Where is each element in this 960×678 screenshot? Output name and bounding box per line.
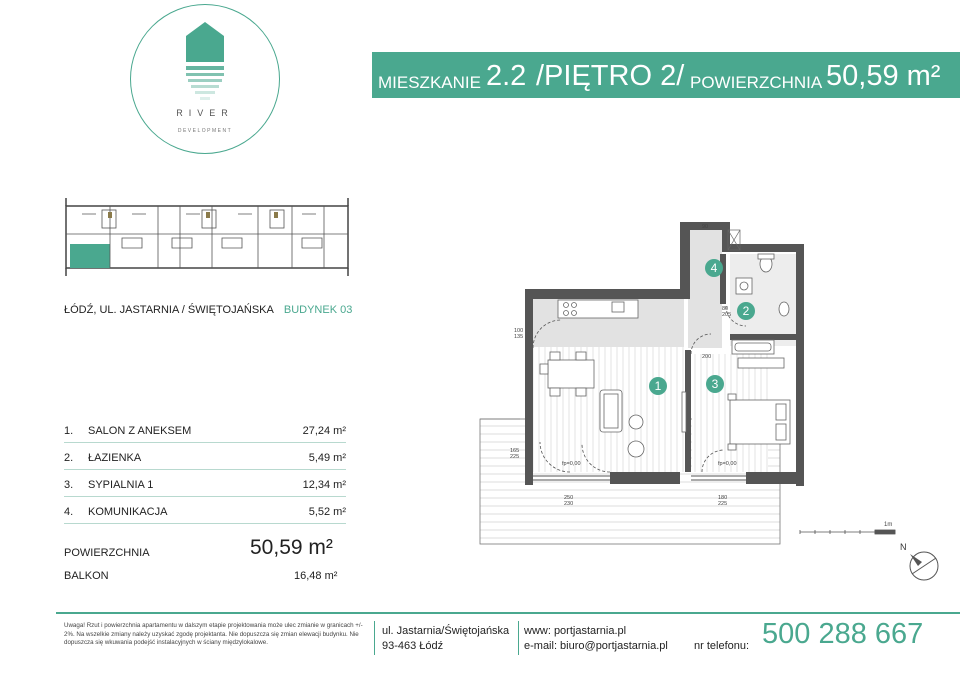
svg-text:205: 205 — [722, 312, 732, 318]
room-number-1: 1 — [654, 379, 662, 393]
room-number-4: 4 — [710, 261, 718, 275]
location-building: BUDYNEK 03 — [283, 304, 353, 316]
room-number-3: 3 — [711, 377, 719, 391]
room-area: 12,34 m² — [302, 479, 346, 491]
svg-text:180: 180 — [718, 495, 728, 501]
location — [64, 304, 352, 316]
north-arrow-icon — [896, 538, 942, 584]
room-area: 27,24 m² — [302, 425, 346, 437]
svg-text:225: 225 — [510, 454, 520, 460]
apartment-banner — [372, 52, 960, 98]
footer-separator — [374, 621, 375, 655]
svg-text:230: 230 — [564, 501, 574, 507]
room-name: SALON Z ANEKSEM — [88, 425, 192, 437]
room-area: 5,49 m² — [308, 452, 346, 464]
footer-www-link[interactable]: www: portjastarnia.pl — [524, 625, 627, 637]
river-logo-icon — [184, 20, 226, 102]
svg-text:100: 100 — [514, 328, 524, 334]
balcony-value: 16,48 m² — [294, 570, 338, 582]
balcony-label: BALKON — [64, 570, 109, 582]
svg-text:80: 80 — [722, 306, 729, 312]
banner-area-label: POWIERZCHNIA — [690, 73, 823, 92]
room-name: SYPIALNIA 1 — [88, 479, 154, 491]
room-name: ŁAZIENKA — [88, 452, 142, 464]
disclaimer: Uwaga! Rzut i powierzchnia apartamentu w dalszym etapie projektowania może ulec zmianie w granicach +/- 2%. Na wszelkie zmiany należy uzyskać zgodę projektanta. Nie dopuszcza się zmian elewacji budynku. Nie dopuszcza się wkuwania podejść instalacyjnych w ściany międzylokalowe. — [64, 622, 363, 647]
svg-text:fp=0,00: fp=0,00 — [718, 461, 737, 467]
footer-divider — [56, 612, 960, 614]
banner-apartment-label: MIESZKANIE — [378, 73, 481, 92]
floor-plan — [470, 214, 930, 559]
logo-name: RIVER — [176, 108, 234, 118]
phone-number[interactable]: 500 288 667 — [762, 618, 924, 650]
svg-text:90: 90 — [702, 224, 709, 230]
phone-label: nr telefonu: — [694, 640, 750, 652]
divider — [64, 442, 346, 443]
divider — [64, 469, 346, 470]
footer-address-line1: ul. Jastarnia/Świętojańska — [382, 625, 510, 637]
footer-address-line2: 93-463 Łódź — [382, 640, 444, 652]
banner-floor: /PIĘTRO 2/ — [536, 60, 685, 92]
svg-text:fp=0,00: fp=0,00 — [562, 461, 581, 467]
scale-label: 1m — [884, 522, 893, 528]
svg-text:165: 165 — [510, 448, 520, 454]
building-keyplan — [62, 192, 352, 282]
svg-text:225: 225 — [718, 501, 728, 507]
total-area-value: 50,59 m² — [250, 536, 333, 559]
north-label: N — [900, 542, 907, 552]
room-number-2: 2 — [742, 304, 750, 318]
banner-apartment-number: 2.2 — [486, 60, 527, 92]
divider — [64, 496, 346, 497]
banner-area-value: 50,59 m² — [826, 60, 941, 92]
total-area-label: POWIERZCHNIA — [64, 547, 150, 559]
logo-tagline: DEVELOPMENT — [177, 128, 233, 134]
svg-text:135: 135 — [514, 334, 524, 340]
location-address: ŁÓDŹ, UL. JASTARNIA / ŚWIĘTOJAŃSKA — [64, 304, 274, 316]
svg-text:250: 250 — [564, 495, 574, 501]
footer-separator — [518, 621, 519, 655]
footer-email-link[interactable]: e-mail: biuro@portjastarnia.pl — [524, 640, 668, 652]
svg-text:200: 200 — [702, 354, 712, 360]
room-name: KOMUNIKACJA — [88, 506, 168, 518]
divider — [64, 523, 346, 524]
room-area: 5,52 m² — [308, 506, 346, 518]
